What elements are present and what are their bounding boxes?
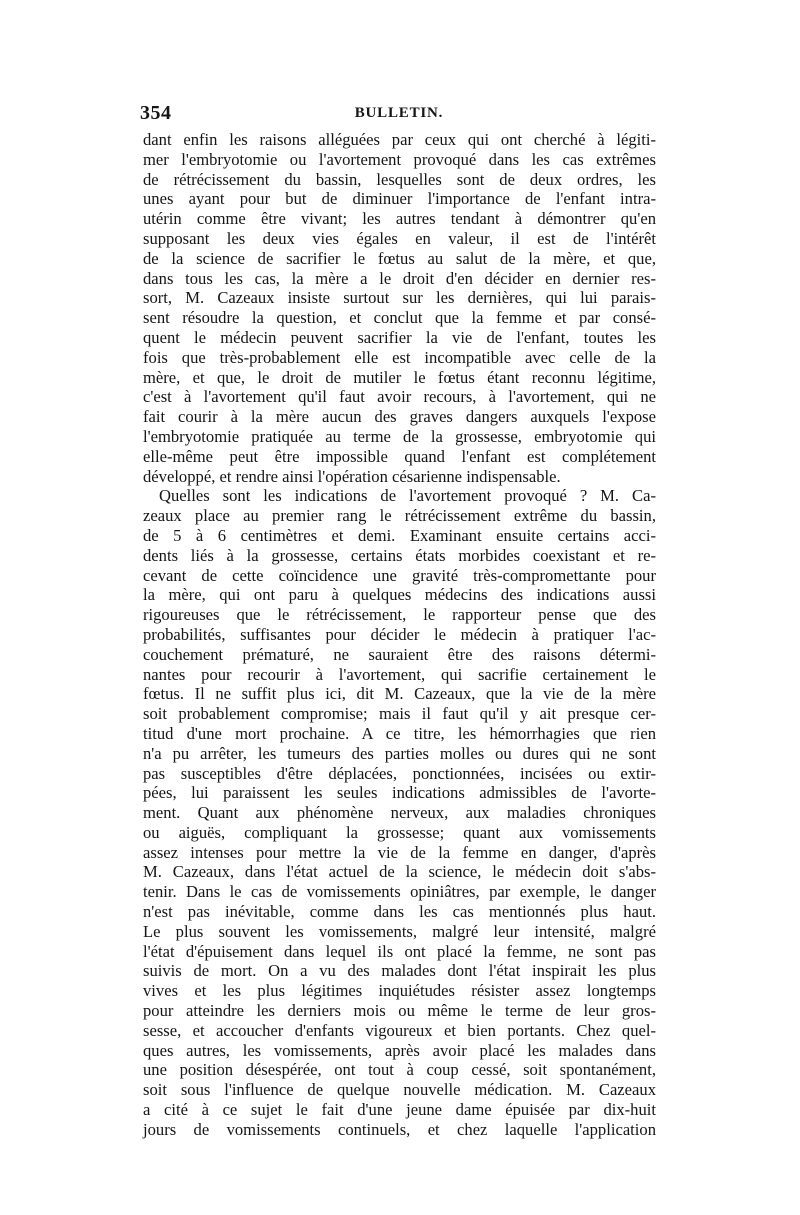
text-line: Quelles sont les indications de l'avortement provoqué ? M. Ca-	[159, 486, 656, 506]
text-line: fois que très-probablement elle est incompatible avec celle de la	[143, 347, 656, 367]
text-line: fœtus. Il ne suffit plus ici, dit M. Cazeaux, que la vie de la mère	[143, 684, 656, 704]
text-line: n'a pu arrêter, les tumeurs des parties molles ou dures qui ne sont	[143, 743, 656, 763]
text-line: tenir. Dans le cas de vomissements opiniâtres, par exemple, le danger	[143, 882, 656, 902]
text-line: ment. Quant aux phénomène nerveux, aux maladies chroniques	[143, 803, 656, 823]
paragraph	[143, 486, 656, 1139]
text-line: soit sous l'influence de quelque nouvelle médication. M. Cazeaux	[143, 1080, 656, 1100]
text-line: utérin comme être vivant; les autres tendant à démontrer qu'en	[143, 209, 656, 229]
page-header	[140, 102, 658, 128]
text-line: dant enfin les raisons alléguées par ceux qui ont cherché à légiti-	[143, 130, 656, 149]
text-line: c'est à l'avortement qu'il faut avoir recours, à l'avortement, qui ne	[143, 387, 656, 407]
text-line: de la science de sacrifier le fœtus au salut de la mère, et que,	[143, 248, 656, 268]
text-line: la mère, qui ont paru à quelques médecins des indications aussi	[143, 585, 656, 605]
text-line: ou aiguës, compliquant la grossesse; quant aux vomissements	[143, 822, 656, 842]
text-line: dents liés à la grossesse, certains états morbides coexistant et re-	[143, 545, 656, 565]
text-line: zeaux place au premier rang le rétrécissement extrême du bassin,	[143, 506, 656, 526]
text-line: cevant de cette coïncidence une gravité très-compromettante pour	[143, 565, 656, 585]
text-line: supposant les deux vies égales en valeur, il est de l'intérêt	[143, 228, 656, 248]
text-line: n'est pas inévitable, comme dans les cas mentionnés plus haut.	[143, 902, 656, 922]
text-line: l'embryotomie pratiquée au terme de la grossesse, embryotomie qui	[143, 426, 656, 446]
text-line: de 5 à 6 centimètres et demi. Examinant ensuite certains acci-	[143, 525, 656, 545]
text-line: assez intenses pour mettre la vie de la femme en danger, d'après	[143, 842, 656, 862]
text-line: sesse, et accoucher d'enfants vigoureux et bien portants. Chez quel-	[143, 1020, 656, 1040]
text-line: sort, M. Cazeaux insiste surtout sur les dernières, qui lui parais-	[143, 288, 656, 308]
text-line: sent résoudre la question, et conclut que la femme et par consé-	[143, 308, 656, 328]
text-line: jours de vomissements continuels, et chez laquelle l'application	[143, 1119, 656, 1139]
text-line: vives et les plus légitimes inquiétudes résister assez longtemps	[143, 981, 656, 1001]
text-line: unes ayant pour but de diminuer l'importance de l'enfant intra-	[143, 189, 656, 209]
text-line: suivis de mort. On a vu des malades dont l'état inspirait les plus	[143, 961, 656, 981]
text-line: ques autres, les vomissements, après avoir placé les malades dans	[143, 1040, 656, 1060]
text-line: une position désespérée, ont tout à coup cessé, soit spontanément,	[143, 1060, 656, 1080]
text-line: développé, et rendre ainsi l'opération césarienne indispensable.	[143, 466, 561, 486]
text-line: couchement prématuré, ne sauraient être des raisons détermi-	[143, 644, 656, 664]
text-line: Le plus souvent les vomissements, malgré leur intensité, malgré	[143, 921, 656, 941]
text-line: l'état d'épuisement dans lequel ils ont placé la femme, ne sont pas	[143, 941, 656, 961]
text-line: pour atteindre les derniers mois ou même le terme de leur gros-	[143, 1001, 656, 1021]
text-line: mer l'embryotomie ou l'avortement provoqué dans les cas extrêmes	[143, 149, 656, 169]
text-line: a cité à ce sujet le fait d'une jeune dame épuisée par dix-huit	[143, 1100, 656, 1120]
text-line: quent le médecin peuvent sacrifier la vie de l'enfant, toutes les	[143, 327, 656, 347]
running-head: BULLETIN.	[354, 105, 444, 121]
text-line: soit probablement compromise; mais il faut qu'il y ait presque cer-	[143, 704, 656, 724]
text-line: dans tous les cas, la mère a le droit d'en décider en dernier res-	[143, 268, 656, 288]
paragraph	[143, 130, 656, 486]
text-line: mère, et que, le droit de mutiler le fœtus étant reconnu légitime,	[143, 367, 656, 387]
text-line: rigoureuses que le rétrécissement, le rapporteur pense que des	[143, 605, 656, 625]
text-line: pées, lui paraissent les seules indications admissibles de l'avorte-	[143, 783, 656, 803]
text-line: elle-même peut être impossible quand l'enfant est complétement	[143, 446, 656, 466]
page-number: 354	[140, 102, 172, 124]
body-text	[143, 130, 656, 1140]
text-line: nantes pour recourir à l'avortement, qui sacrifie certainement le	[143, 664, 656, 684]
text-line: probabilités, suffisantes pour décider le médecin à pratiquer l'ac-	[143, 624, 656, 644]
text-line: de rétrécissement du bassin, lesquelles sont de deux ordres, les	[143, 169, 656, 189]
text-line: fait courir à la mère aucun des graves dangers auxquels l'expose	[143, 407, 656, 427]
text-line: pas susceptibles d'être déplacées, ponctionnées, incisées ou extir-	[143, 763, 656, 783]
text-line: M. Cazeaux, dans l'état actuel de la science, le médecin doit s'abs-	[143, 862, 656, 882]
text-line: titud d'une mort prochaine. A ce titre, les hémorrhagies que rien	[143, 723, 656, 743]
